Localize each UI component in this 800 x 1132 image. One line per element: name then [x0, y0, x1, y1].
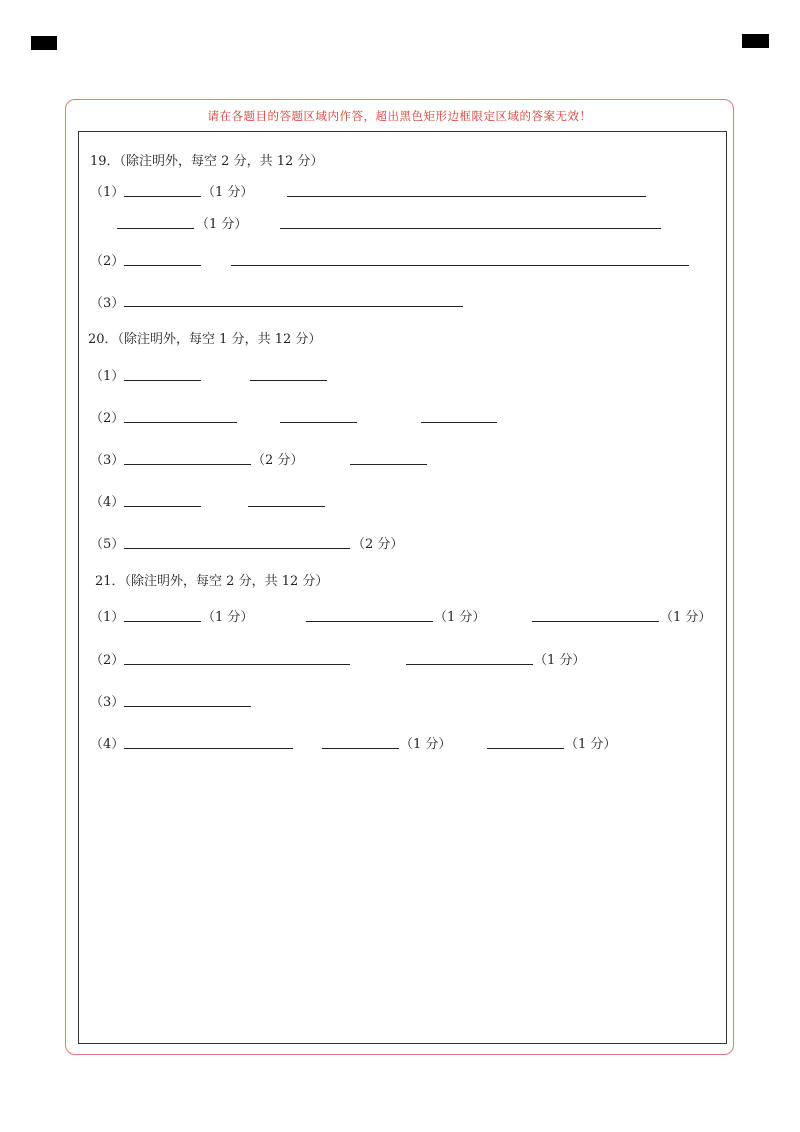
q20-title: 20．（除注明外，每空 1 分，共 12 分） [88, 332, 322, 347]
q20-p4-blank-b[interactable] [248, 506, 325, 507]
q21-p3-blank[interactable] [124, 706, 251, 707]
q20-p1-label: （1） [90, 369, 125, 384]
q20-p1-blank-a[interactable] [124, 380, 201, 381]
q21-p4-blank-a[interactable] [124, 748, 293, 749]
q21-p4-score-a: （1 分） [400, 737, 452, 752]
q21-p1-blank-a[interactable] [124, 621, 201, 622]
q21-p2-blank-a[interactable] [124, 664, 350, 665]
q21-p4-score-b: （1 分） [565, 737, 617, 752]
q19-p1-blank-d[interactable] [280, 228, 661, 229]
q21-p2-label: （2） [90, 653, 125, 668]
q20-p2-blank-a[interactable] [124, 422, 237, 423]
q19-p1-score-a: （1 分） [202, 185, 254, 200]
q20-p2-blank-b[interactable] [280, 422, 357, 423]
q21-p1-blank-c[interactable] [532, 621, 659, 622]
q21-p1-score-a: （1 分） [202, 610, 254, 625]
q20-p4-blank-a[interactable] [124, 506, 201, 507]
q21-p2-blank-b[interactable] [406, 664, 533, 665]
alignment-marker-right [742, 34, 769, 48]
q21-p1-blank-b[interactable] [306, 621, 433, 622]
q20-p1-blank-b[interactable] [250, 380, 327, 381]
q21-p2-score: （1 分） [534, 653, 586, 668]
q21-p1-score-b: （1 分） [434, 610, 486, 625]
q19-p3-label: （3） [90, 296, 125, 311]
q19-p1-blank-a[interactable] [124, 196, 201, 197]
q21-p1-label: （1） [90, 610, 125, 625]
q20-p3-label: （3） [90, 453, 125, 468]
q19-p1-score-b: （1 分） [196, 217, 248, 232]
q20-p5-blank[interactable] [124, 548, 350, 549]
q19-p1-blank-b[interactable] [287, 196, 646, 197]
q20-p5-label: （5） [90, 537, 125, 552]
alignment-marker-left [31, 36, 57, 50]
q20-p3-blank-a[interactable] [124, 464, 251, 465]
q21-p4-blank-c[interactable] [487, 748, 564, 749]
q19-p2-label: （2） [90, 254, 125, 269]
q19-title: 19．（除注明外，每空 2 分，共 12 分） [90, 154, 324, 169]
q21-p1-score-c: （1 分） [660, 610, 712, 625]
q20-p2-label: （2） [90, 411, 125, 426]
q19-p1-label: （1） [90, 185, 125, 200]
q21-p4-label: （4） [90, 737, 125, 752]
q19-p2-blank-b[interactable] [231, 265, 689, 266]
q21-p4-blank-b[interactable] [322, 748, 399, 749]
q19-p3-blank[interactable] [124, 306, 463, 307]
q19-p2-blank-a[interactable] [124, 265, 201, 266]
q19-p1-blank-c[interactable] [117, 228, 194, 229]
q20-p3-score: （2 分） [252, 453, 304, 468]
warning-text: 请在各题目的答题区域内作答，超出黑色矩形边框限定区域的答案无效！ [207, 109, 592, 123]
q20-p3-blank-b[interactable] [350, 464, 427, 465]
q21-p3-label: （3） [90, 695, 125, 710]
q20-p2-blank-c[interactable] [421, 422, 497, 423]
q20-p5-score: （2 分） [352, 537, 404, 552]
q21-title: 21．（除注明外，每空 2 分，共 12 分） [95, 574, 329, 589]
q20-p4-label: （4） [90, 495, 125, 510]
